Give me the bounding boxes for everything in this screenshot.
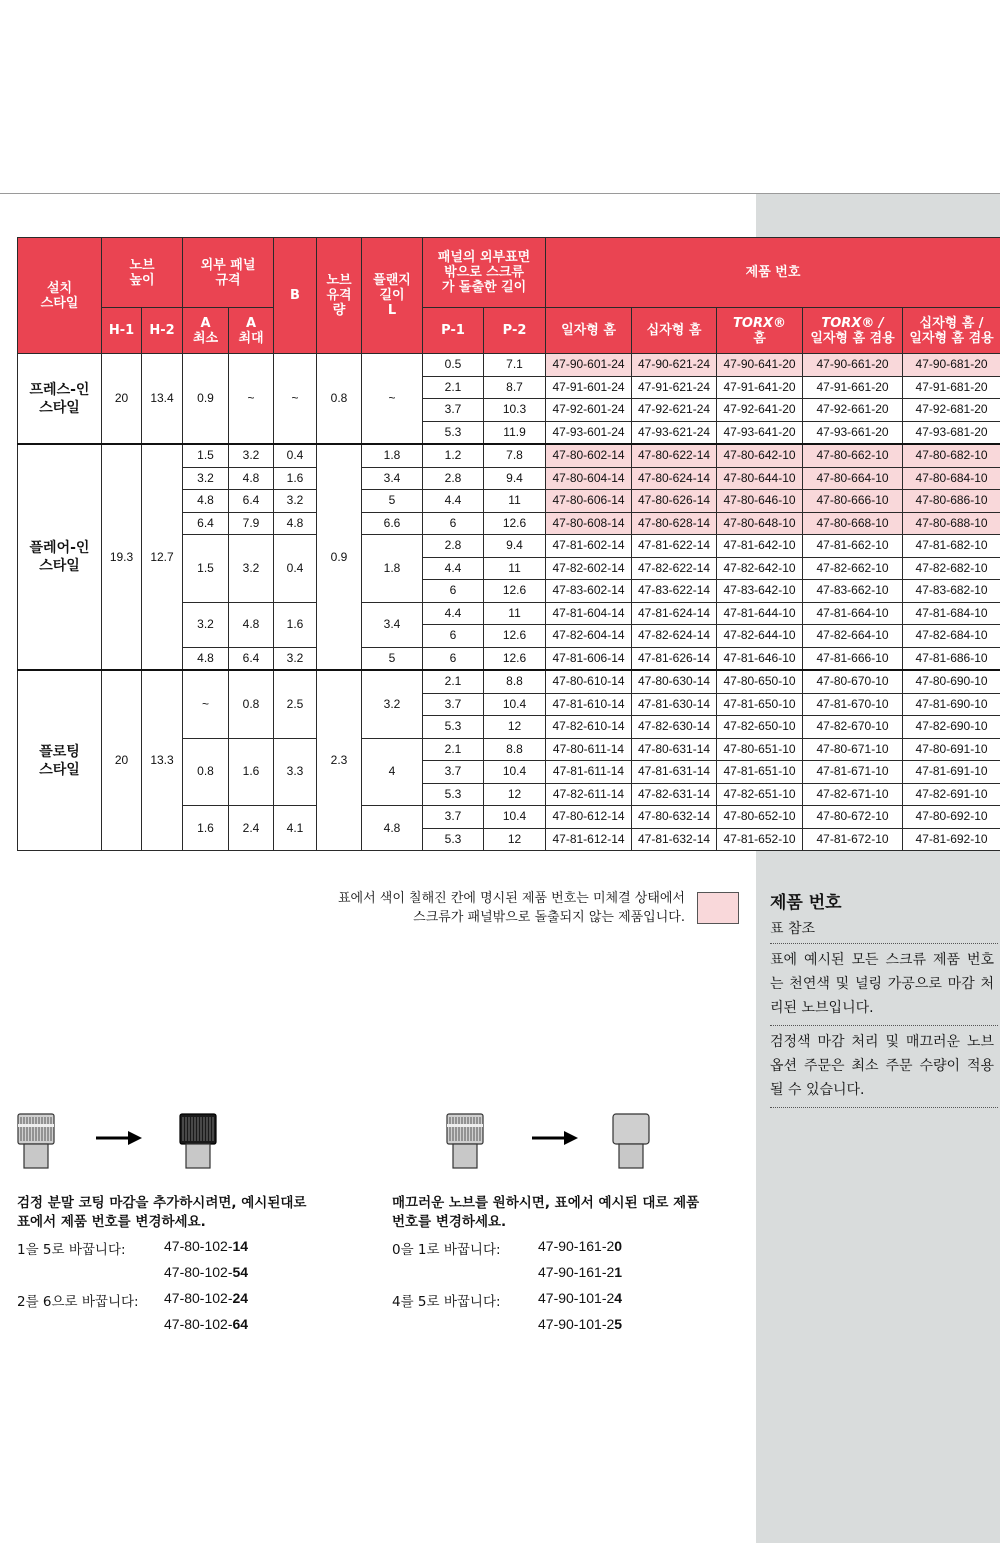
cell-part-number: 47-81-666-10 [803,647,903,670]
cell-part-number: 47-81-691-10 [903,761,1000,784]
smooth-knob-note-line1: 매끄러운 노브를 원하시면, 표에서 예시된 대로 제품 [392,1195,700,1211]
cell-part-number: 47-91-621-24 [632,376,717,399]
cell-part-number: 47-82-644-10 [717,625,803,648]
header-p2: P-2 [484,308,546,354]
cell-a-min: 0.9 [183,354,229,445]
cell-part-number: 47-92-641-20 [717,399,803,422]
cell-part-number: 47-80-606-14 [546,490,632,513]
cell-p1: 2.8 [423,467,484,490]
sidebar-paragraph-1: 표에 예시된 모든 스크류 제품 번호는 천연색 및 널링 가공으로 마감 처리된 노브입니다. [770,952,994,1016]
cell-part-number: 47-81-650-10 [717,693,803,716]
cell-flange-length: ~ [362,354,423,445]
cell-a-min: 1.5 [183,444,229,467]
cell-part-number: 47-80-686-10 [903,490,1000,513]
part-number-prefix: 47-90-101-2 [538,1316,615,1332]
part-number-changed-digits: 1 [614,1264,623,1280]
cell-p2: 12 [484,783,546,806]
cell-p1: 5.3 [423,716,484,739]
cell-p2: 12 [484,716,546,739]
cell-p2: 12 [484,828,546,851]
cell-part-number: 47-82-604-14 [546,625,632,648]
cell-b: 0.4 [274,535,317,603]
part-number-prefix: 47-90-161-2 [538,1238,615,1254]
black-finish-note-line1: 검정 분말 코팅 마감을 추가하시려면, 예시된대로 [17,1195,307,1211]
cell-part-number: 47-81-662-10 [803,535,903,558]
cell-part-number: 47-80-666-10 [803,490,903,513]
black-finish-note-title [17,1194,306,1232]
part-number-changed-digits: 0 [614,1238,623,1254]
header-install-style: 설치 스타일 [18,238,102,354]
cell-part-number: 47-83-622-14 [632,580,717,603]
cell-b: 3.3 [274,738,317,806]
cell-part-number: 47-80-671-10 [803,738,903,761]
header-knob-float: 노브 유격 량 [317,238,362,354]
cell-part-number: 47-90-641-20 [717,354,803,377]
cell-part-number: 47-82-651-10 [717,783,803,806]
cell-p2: 7.1 [484,354,546,377]
cell-part-number: 47-80-624-14 [632,467,717,490]
cell-p2: 10.4 [484,806,546,829]
cell-p1: 3.7 [423,761,484,784]
cell-a-min: 4.8 [183,490,229,513]
cell-a-min: 1.5 [183,535,229,603]
cell-p2: 11.9 [484,421,546,444]
cell-part-number: 47-90-601-24 [546,354,632,377]
cell-part-number: 47-81-652-10 [717,828,803,851]
cell-part-number: 47-82-610-14 [546,716,632,739]
cell-p1: 5.3 [423,421,484,444]
sidebar-title: 제품 번호 [770,893,842,913]
cell-p2: 10.4 [484,693,546,716]
cell-a-max: 6.4 [229,647,274,670]
cell-part-number: 47-93-621-24 [632,421,717,444]
part-number-changed-digits: 64 [232,1316,249,1332]
cell-flange-length: 1.8 [362,444,423,467]
knurled-knob-icon [445,1112,485,1170]
cell-part-number: 47-80-644-10 [717,467,803,490]
part-number-prefix: 47-80-102- [164,1264,233,1280]
cell-a-max: 7.9 [229,512,274,535]
cell-flange-length: 3.2 [362,670,423,738]
cell-p1: 2.1 [423,670,484,693]
cell-p2: 9.4 [484,535,546,558]
cell-part-number: 47-80-612-14 [546,806,632,829]
black-knurled-knob-icon [178,1112,218,1170]
cell-p2: 9.4 [484,467,546,490]
cell-part-number: 47-82-690-10 [903,716,1000,739]
cell-part-number: 47-81-612-14 [546,828,632,851]
header-phillips-slotted-a: 십자형 홈 / [919,315,984,331]
cell-b: 3.2 [274,490,317,513]
cell-p1: 2.8 [423,535,484,558]
cell-knob-float: 0.8 [317,354,362,445]
header-h2: H-2 [142,308,183,354]
cell-part-number: 47-80-630-14 [632,670,717,693]
cell-h1: 19.3 [102,444,142,670]
cell-p2: 8.8 [484,738,546,761]
cell-part-number: 47-81-632-14 [632,828,717,851]
cell-a-max: 3.2 [229,444,274,467]
cell-a-max: 3.2 [229,535,274,603]
header-torx-brand: TORX® [733,315,786,331]
cell-part-number: 47-80-628-14 [632,512,717,535]
cell-part-number: 47-93-641-20 [717,421,803,444]
header-a-max: A 최대 [229,308,274,354]
part-number-changed-digits: 5 [614,1316,623,1332]
cell-h2: 13.3 [142,670,183,851]
part-number-prefix: 47-80-102- [164,1316,233,1332]
part-number-prefix: 47-80-102- [164,1290,233,1306]
part-number-prefix: 47-90-101-2 [538,1290,615,1306]
cell-h2: 12.7 [142,444,183,670]
cell-install-style: 프레스-인 스타일 [18,354,102,445]
part-number-changed-digits: 54 [232,1264,249,1280]
cell-p2: 12.6 [484,625,546,648]
smooth-knob-note-line2: 번호를 변경하세요. [392,1214,507,1230]
cell-a-max: ~ [229,354,274,445]
header-flange-length: 플랜지 길이 L [362,238,423,354]
cell-p1: 6 [423,580,484,603]
cell-part-number: 47-80-651-10 [717,738,803,761]
cell-part-number: 47-92-621-24 [632,399,717,422]
cell-h1: 20 [102,354,142,445]
example-label: 2를 6으로 바꿉니다: [17,1294,139,1310]
example-part-number [164,1238,248,1254]
cell-part-number: 47-90-621-24 [632,354,717,377]
cell-p2: 12.6 [484,580,546,603]
example-label: 1을 5로 바꿉니다: [17,1242,126,1258]
sidebar-divider [770,943,998,944]
header-torx-slot: 홈 [753,330,766,346]
header-h1: H-1 [102,308,142,354]
header-knob-height: 노브 높이 [102,238,183,308]
cell-knob-float: 0.9 [317,444,362,670]
cell-p1: 6 [423,625,484,648]
cell-p1: 3.7 [423,399,484,422]
example-part-number [164,1264,248,1280]
example-part-number [538,1238,622,1254]
cell-part-number: 47-81-602-14 [546,535,632,558]
cell-part-number: 47-81-672-10 [803,828,903,851]
cell-part-number: 47-80-622-14 [632,444,717,467]
cell-p1: 4.4 [423,557,484,580]
cell-part-number: 47-81-651-10 [717,761,803,784]
cell-part-number: 47-81-642-10 [717,535,803,558]
table-row [18,444,1000,467]
cell-part-number: 47-82-691-10 [903,783,1000,806]
cell-part-number: 47-81-686-10 [903,647,1000,670]
cell-p1: 6 [423,512,484,535]
sidebar-subtitle: 표 참조 [770,921,816,937]
cell-part-number: 47-80-608-14 [546,512,632,535]
cell-b: 0.4 [274,444,317,467]
cell-p2: 8.8 [484,670,546,693]
smooth-knob-note-title [392,1194,699,1232]
cell-a-max: 0.8 [229,670,274,738]
knurled-knob-icon [16,1112,56,1170]
cell-part-number: 47-81-682-10 [903,535,1000,558]
cell-part-number: 47-81-624-14 [632,602,717,625]
cell-part-number: 47-83-642-10 [717,580,803,603]
cell-part-number: 47-81-610-14 [546,693,632,716]
cell-part-number: 47-82-650-10 [717,716,803,739]
cell-flange-length: 6.6 [362,512,423,535]
cell-part-number: 47-80-664-10 [803,467,903,490]
cell-part-number: 47-80-602-14 [546,444,632,467]
header-phillips-slotted [903,308,1000,354]
cell-part-number: 47-92-601-24 [546,399,632,422]
cell-p1: 4.4 [423,490,484,513]
part-number-prefix: 47-90-161-2 [538,1264,615,1280]
header-a-min: A 최소 [183,308,229,354]
table-row [18,354,1000,377]
cell-part-number: 47-82-624-14 [632,625,717,648]
cell-part-number: 47-82-611-14 [546,783,632,806]
cell-part-number: 47-81-664-10 [803,602,903,625]
cell-part-number: 47-80-648-10 [717,512,803,535]
cell-part-number: 47-80-662-10 [803,444,903,467]
cell-install-style: 플로팅 스타일 [18,670,102,851]
cell-part-number: 47-82-631-14 [632,783,717,806]
cell-p1: 5.3 [423,828,484,851]
cell-p1: 3.7 [423,693,484,716]
legend-note-line2: 스크류가 패널밖으로 돌출되지 않는 제품입니다. [413,910,685,925]
cell-p1: 5.3 [423,783,484,806]
cell-p1: 0.5 [423,354,484,377]
cell-part-number: 47-91-601-24 [546,376,632,399]
cell-p2: 10.4 [484,761,546,784]
arrow-right-icon [532,1131,578,1145]
cell-part-number: 47-92-661-20 [803,399,903,422]
cell-part-number: 47-81-611-14 [546,761,632,784]
cell-part-number: 47-82-630-14 [632,716,717,739]
cell-part-number: 47-81-631-14 [632,761,717,784]
cell-a-min: 4.8 [183,647,229,670]
cell-part-number: 47-81-692-10 [903,828,1000,851]
cell-part-number: 47-80-690-10 [903,670,1000,693]
cell-part-number: 47-83-662-10 [803,580,903,603]
table-row [18,670,1000,693]
cell-b: 4.1 [274,806,317,851]
cell-part-number: 47-80-684-10 [903,467,1000,490]
cell-p2: 12.6 [484,647,546,670]
cell-part-number: 47-91-681-20 [903,376,1000,399]
cell-part-number: 47-80-650-10 [717,670,803,693]
cell-flange-length: 1.8 [362,535,423,603]
cell-part-number: 47-80-604-14 [546,467,632,490]
cell-a-min: 0.8 [183,738,229,806]
cell-part-number: 47-83-602-14 [546,580,632,603]
cell-p1: 4.4 [423,602,484,625]
cell-flange-length: 5 [362,490,423,513]
cell-p1: 6 [423,647,484,670]
cell-b: 2.5 [274,670,317,738]
cell-a-max: 1.6 [229,738,274,806]
cell-flange-length: 4.8 [362,806,423,851]
header-screw-protrusion: 패널의 외부표면 밖으로 스크류 가 돌출한 길이 [423,238,546,308]
cell-p1: 3.7 [423,806,484,829]
cell-a-min: 3.2 [183,602,229,647]
cell-part-number: 47-81-626-14 [632,647,717,670]
header-part-numbers: 제품 번호 [546,238,1000,308]
cell-part-number: 47-80-672-10 [803,806,903,829]
cell-a-min: 1.6 [183,806,229,851]
cell-part-number: 47-80-631-14 [632,738,717,761]
cell-part-number: 47-82-670-10 [803,716,903,739]
cell-part-number: 47-80-688-10 [903,512,1000,535]
cell-part-number: 47-82-664-10 [803,625,903,648]
cell-flange-length: 3.4 [362,467,423,490]
header-phillips: 십자형 홈 [632,308,717,354]
legend-swatch [697,892,739,924]
cell-p1: 1.2 [423,444,484,467]
part-number-prefix: 47-80-102- [164,1238,233,1254]
cell-part-number: 47-80-682-10 [903,444,1000,467]
legend-note-line1: 표에서 색이 칠해진 칸에 명시된 제품 번호는 미체결 상태에서 [337,891,685,906]
example-part-number [164,1316,248,1332]
cell-part-number: 47-82-662-10 [803,557,903,580]
product-spec-table [17,237,1000,851]
cell-part-number: 47-81-644-10 [717,602,803,625]
cell-flange-length: 3.4 [362,602,423,647]
cell-p2: 12.6 [484,512,546,535]
cell-a-max: 6.4 [229,490,274,513]
cell-b: ~ [274,354,317,445]
cell-p2: 11 [484,602,546,625]
example-part-number [538,1264,622,1280]
cell-flange-length: 4 [362,738,423,806]
example-part-number [538,1290,622,1306]
cell-part-number: 47-80-642-10 [717,444,803,467]
arrow-right-icon [96,1131,142,1145]
cell-part-number: 47-93-601-24 [546,421,632,444]
cell-install-style: 플레어-인 스타일 [18,444,102,670]
cell-part-number: 47-82-622-14 [632,557,717,580]
cell-part-number: 47-80-646-10 [717,490,803,513]
cell-part-number: 47-91-661-20 [803,376,903,399]
part-number-changed-digits: 4 [614,1290,623,1306]
cell-flange-length: 5 [362,647,423,670]
cell-b: 4.8 [274,512,317,535]
legend-note [230,889,685,927]
cell-h1: 20 [102,670,142,851]
cell-part-number: 47-92-681-20 [903,399,1000,422]
cell-part-number: 47-82-642-10 [717,557,803,580]
part-number-changed-digits: 14 [232,1238,249,1254]
header-slotted: 일자형 홈 [546,308,632,354]
cell-part-number: 47-82-671-10 [803,783,903,806]
cell-part-number: 47-81-622-14 [632,535,717,558]
part-number-changed-digits: 24 [232,1290,249,1306]
cell-part-number: 47-90-681-20 [903,354,1000,377]
example-part-number [538,1316,622,1332]
cell-p2: 11 [484,490,546,513]
cell-a-max: 2.4 [229,806,274,851]
header-torx-slotted-brand: TORX® / [821,315,884,331]
example-label: 0을 1로 바꿉니다: [392,1242,501,1258]
cell-part-number: 47-80-626-14 [632,490,717,513]
cell-part-number: 47-81-690-10 [903,693,1000,716]
cell-part-number: 47-81-670-10 [803,693,903,716]
header-panel-spec: 외부 패널 규격 [183,238,274,308]
cell-p1: 2.1 [423,738,484,761]
cell-p2: 10.3 [484,399,546,422]
cell-part-number: 47-80-632-14 [632,806,717,829]
cell-part-number: 47-91-641-20 [717,376,803,399]
smooth-knob-icon [611,1112,651,1170]
cell-h2: 13.4 [142,354,183,445]
sidebar-divider [770,1025,998,1026]
cell-a-min: ~ [183,670,229,738]
black-finish-note-line2: 표에서 제품 번호를 변경하세요. [17,1214,206,1230]
cell-p1: 2.1 [423,376,484,399]
cell-part-number: 47-80-691-10 [903,738,1000,761]
cell-a-min: 6.4 [183,512,229,535]
cell-b: 1.6 [274,467,317,490]
cell-part-number: 47-83-682-10 [903,580,1000,603]
cell-p2: 11 [484,557,546,580]
example-part-number [164,1290,248,1306]
cell-part-number: 47-80-611-14 [546,738,632,761]
cell-a-max: 4.8 [229,467,274,490]
cell-part-number: 47-81-684-10 [903,602,1000,625]
header-torx-slotted [803,308,903,354]
cell-part-number: 47-81-646-10 [717,647,803,670]
example-label: 4를 5로 바꿉니다: [392,1294,501,1310]
cell-a-min: 3.2 [183,467,229,490]
cell-part-number: 47-80-670-10 [803,670,903,693]
cell-part-number: 47-82-602-14 [546,557,632,580]
header-b: B [274,238,317,354]
cell-part-number: 47-93-681-20 [903,421,1000,444]
cell-part-number: 47-81-630-14 [632,693,717,716]
cell-part-number: 47-93-661-20 [803,421,903,444]
cell-b: 3.2 [274,647,317,670]
cell-part-number: 47-90-661-20 [803,354,903,377]
cell-part-number: 47-80-610-14 [546,670,632,693]
cell-p2: 8.7 [484,376,546,399]
cell-part-number: 47-81-606-14 [546,647,632,670]
cell-part-number: 47-81-671-10 [803,761,903,784]
header-torx [717,308,803,354]
header-phillips-slotted-combo: 일자형 홈 겸용 [909,330,994,346]
cell-part-number: 47-80-668-10 [803,512,903,535]
cell-knob-float: 2.3 [317,670,362,851]
spec-table-body [18,354,1000,851]
cell-part-number: 47-82-682-10 [903,557,1000,580]
header-torx-slotted-combo: 일자형 홈 겸용 [810,330,895,346]
cell-b: 1.6 [274,602,317,647]
cell-a-max: 4.8 [229,602,274,647]
cell-part-number: 47-81-604-14 [546,602,632,625]
sidebar-paragraph-2: 검정색 마감 처리 및 매끄러운 노브 옵션 주문은 최소 주문 수량이 적용될 수 있습니다. [770,1034,994,1098]
cell-part-number: 47-82-684-10 [903,625,1000,648]
cell-p2: 7.8 [484,444,546,467]
sidebar-divider [770,1107,998,1108]
cell-part-number: 47-80-692-10 [903,806,1000,829]
header-p1: P-1 [423,308,484,354]
cell-part-number: 47-80-652-10 [717,806,803,829]
